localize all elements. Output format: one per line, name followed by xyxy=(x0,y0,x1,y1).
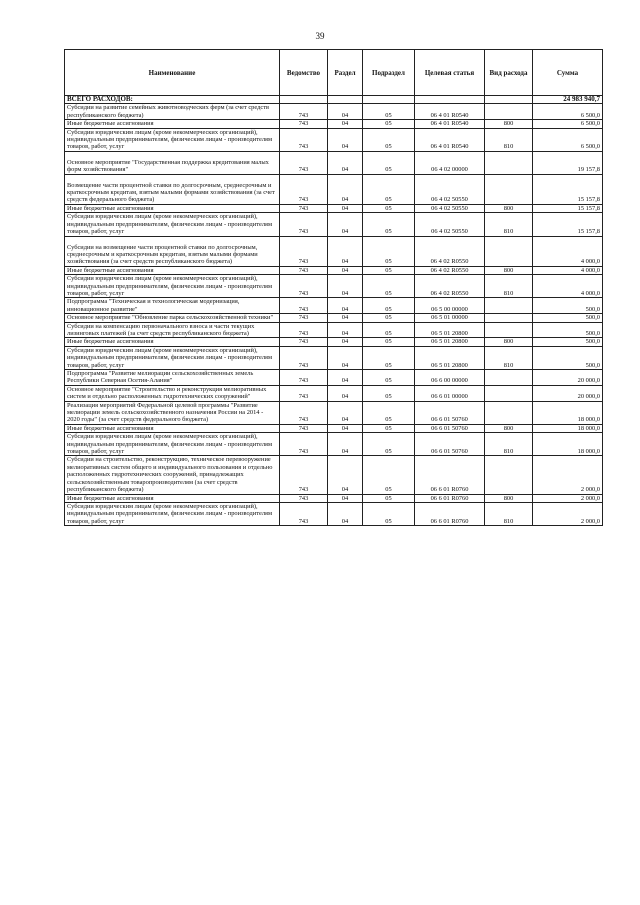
cell-podrazdel: 05 xyxy=(363,314,415,322)
cell-podrazdel: 05 xyxy=(363,385,415,401)
cell-name: Иные бюджетные ассигнования xyxy=(65,120,280,128)
cell-razdel: 04 xyxy=(328,370,363,386)
cell-target: 06 4 02 50550 xyxy=(415,213,485,236)
cell-vid xyxy=(485,322,533,338)
table-row xyxy=(65,298,603,314)
cell-vedomstvo: 743 xyxy=(280,346,328,369)
cell-sum: 18 000,0 xyxy=(533,401,603,424)
cell-sum: 20 000,0 xyxy=(533,370,603,386)
cell-name: Иные бюджетные ассигнования xyxy=(65,424,280,432)
cell-vedomstvo: 743 xyxy=(280,314,328,322)
cell-razdel: 04 xyxy=(328,346,363,369)
cell-razdel: 04 xyxy=(328,502,363,525)
cell-vid: 800 xyxy=(485,120,533,128)
cell-vedomstvo: 743 xyxy=(280,338,328,346)
total-row xyxy=(65,96,603,104)
table-row xyxy=(65,174,603,204)
cell-vid xyxy=(485,151,533,174)
table-row xyxy=(65,346,603,369)
cell-target: 06 6 00 00000 xyxy=(415,370,485,386)
cell-name: Субсидии на компенсацию первоначального взноса и части текущих лизинговых платежей (за счет средств республиканского бюджета) xyxy=(65,322,280,338)
cell-target: 06 4 02 00000 xyxy=(415,151,485,174)
cell-podrazdel: 05 xyxy=(363,204,415,212)
table-row xyxy=(65,151,603,174)
cell-target: 06 4 02 R0550 xyxy=(415,266,485,274)
cell-vedomstvo: 743 xyxy=(280,401,328,424)
cell-razdel: 04 xyxy=(328,236,363,266)
cell-sum: 2 000,0 xyxy=(533,456,603,494)
cell-target: 06 4 02 50550 xyxy=(415,204,485,212)
cell-vid: 810 xyxy=(485,433,533,456)
cell-vid xyxy=(485,104,533,120)
cell-name: Иные бюджетные ассигнования xyxy=(65,338,280,346)
cell-podrazdel: 05 xyxy=(363,401,415,424)
cell-vedomstvo: 743 xyxy=(280,151,328,174)
cell-sum: 6 500,0 xyxy=(533,104,603,120)
table-row xyxy=(65,424,603,432)
cell-sum: 18 000,0 xyxy=(533,433,603,456)
col-header-vedomstvo: Ведомство xyxy=(280,50,328,96)
cell-name: Субсидии на возмещение части процентной ставки по долгосрочным, среднесрочным и краткосрочным кредитам, взятым малыми формами хозяйствования (за счет средств республиканского бюджета) xyxy=(65,236,280,266)
cell-target xyxy=(415,96,485,104)
cell-sum: 500,0 xyxy=(533,346,603,369)
cell-vid xyxy=(485,385,533,401)
table-row xyxy=(65,338,603,346)
cell-podrazdel: 05 xyxy=(363,151,415,174)
cell-vid: 810 xyxy=(485,128,533,151)
cell-razdel: 04 xyxy=(328,314,363,322)
cell-vedomstvo: 743 xyxy=(280,494,328,502)
table-row xyxy=(65,456,603,494)
cell-target: 06 6 01 50760 xyxy=(415,401,485,424)
table-row xyxy=(65,266,603,274)
cell-vid: 810 xyxy=(485,275,533,298)
cell-vedomstvo: 743 xyxy=(280,120,328,128)
cell-podrazdel: 05 xyxy=(363,338,415,346)
cell-razdel: 04 xyxy=(328,128,363,151)
cell-vid: 810 xyxy=(485,346,533,369)
cell-podrazdel: 05 xyxy=(363,424,415,432)
cell-vedomstvo: 743 xyxy=(280,502,328,525)
cell-vedomstvo: 743 xyxy=(280,266,328,274)
table-row xyxy=(65,104,603,120)
cell-sum: 19 157,8 xyxy=(533,151,603,174)
cell-vid: 800 xyxy=(485,424,533,432)
cell-podrazdel: 05 xyxy=(363,322,415,338)
cell-target: 06 5 01 20800 xyxy=(415,322,485,338)
cell-sum: 6 500,0 xyxy=(533,128,603,151)
col-header-target: Целевая статья xyxy=(415,50,485,96)
cell-name: Возмещение части процентной ставки по долгосрочным, среднесрочным и краткосрочным кредитам, взятым малыми формами хозяйствования (за счет средств федерального бюджета) xyxy=(65,174,280,204)
cell-name: Иные бюджетные ассигнования xyxy=(65,266,280,274)
cell-vedomstvo: 743 xyxy=(280,456,328,494)
cell-vid xyxy=(485,314,533,322)
col-header-vid: Вид расхода xyxy=(485,50,533,96)
cell-razdel: 04 xyxy=(328,151,363,174)
table-row xyxy=(65,128,603,151)
cell-target: 06 6 01 00000 xyxy=(415,385,485,401)
cell-name: ВСЕГО РАСХОДОВ: xyxy=(65,96,280,104)
cell-podrazdel: 05 xyxy=(363,370,415,386)
cell-razdel xyxy=(328,96,363,104)
cell-vid: 800 xyxy=(485,494,533,502)
cell-name: Основное мероприятие "Государственная поддержка кредитования малых форм хозяйствования" xyxy=(65,151,280,174)
cell-name: Субсидии на строительство, реконструкцию, техническое перевооружение мелиоративных систем общего и индивидуального пользования и отдельно расположенных гидротехнических сооружений, принадлежащих сельскохозяйственным товаропроизводителям (за счет средств республиканского бюджета) xyxy=(65,456,280,494)
cell-vedomstvo xyxy=(280,96,328,104)
cell-target: 06 4 02 R0550 xyxy=(415,236,485,266)
table-row xyxy=(65,314,603,322)
cell-razdel: 04 xyxy=(328,204,363,212)
cell-name: Основное мероприятие "Обновление парка сельскохозяйственной техники" xyxy=(65,314,280,322)
cell-vedomstvo: 743 xyxy=(280,424,328,432)
cell-vedomstvo: 743 xyxy=(280,298,328,314)
cell-sum: 15 157,8 xyxy=(533,204,603,212)
cell-vid xyxy=(485,456,533,494)
cell-sum: 2 000,0 xyxy=(533,502,603,525)
cell-target: 06 5 01 20800 xyxy=(415,346,485,369)
col-header-sum: Сумма xyxy=(533,50,603,96)
cell-target: 06 4 01 R0540 xyxy=(415,104,485,120)
cell-podrazdel: 05 xyxy=(363,433,415,456)
cell-vedomstvo: 743 xyxy=(280,128,328,151)
table-row xyxy=(65,370,603,386)
cell-podrazdel xyxy=(363,96,415,104)
cell-podrazdel: 05 xyxy=(363,456,415,494)
cell-sum: 15 157,8 xyxy=(533,213,603,236)
cell-name: Основное мероприятие "Строительство и реконструкция мелиоративных систем и отдельно расположенных гидротехнических сооружений" xyxy=(65,385,280,401)
table-row xyxy=(65,494,603,502)
cell-vid xyxy=(485,370,533,386)
cell-target: 06 6 01 50760 xyxy=(415,433,485,456)
table-row xyxy=(65,204,603,212)
cell-sum: 500,0 xyxy=(533,322,603,338)
cell-podrazdel: 05 xyxy=(363,298,415,314)
table-row xyxy=(65,401,603,424)
table-row xyxy=(65,275,603,298)
cell-target: 06 4 01 R0540 xyxy=(415,120,485,128)
cell-target: 06 5 01 00000 xyxy=(415,314,485,322)
cell-vid: 800 xyxy=(485,204,533,212)
budget-table xyxy=(64,49,603,526)
cell-vedomstvo: 743 xyxy=(280,236,328,266)
cell-name: Субсидии юридическим лицам (кроме некоммерческих организаций), индивидуальным предпринимателям, физическим лицам - производителям товаров, работ, услуг xyxy=(65,502,280,525)
header-row xyxy=(65,50,603,96)
cell-sum: 6 500,0 xyxy=(533,120,603,128)
cell-name: Субсидии юридическим лицам (кроме некоммерческих организаций), индивидуальным предпринимателям, физическим лицам - производителям товаров, работ, услуг xyxy=(65,346,280,369)
cell-vid xyxy=(485,401,533,424)
cell-name: Иные бюджетные ассигнования xyxy=(65,494,280,502)
cell-vedomstvo: 743 xyxy=(280,275,328,298)
cell-razdel: 04 xyxy=(328,401,363,424)
cell-razdel: 04 xyxy=(328,174,363,204)
cell-vid xyxy=(485,298,533,314)
cell-vid: 810 xyxy=(485,213,533,236)
cell-sum: 24 983 940,7 xyxy=(533,96,603,104)
table-body xyxy=(65,96,603,526)
cell-razdel: 04 xyxy=(328,275,363,298)
cell-vedomstvo: 743 xyxy=(280,433,328,456)
table-row xyxy=(65,120,603,128)
table-row xyxy=(65,213,603,236)
col-header-razdel: Раздел xyxy=(328,50,363,96)
cell-vedomstvo: 743 xyxy=(280,322,328,338)
cell-razdel: 04 xyxy=(328,298,363,314)
cell-target: 06 6 01 R0760 xyxy=(415,502,485,525)
cell-sum: 2 000,0 xyxy=(533,494,603,502)
cell-target: 06 4 02 50550 xyxy=(415,174,485,204)
cell-vid xyxy=(485,96,533,104)
cell-razdel: 04 xyxy=(328,266,363,274)
cell-name: Реализация мероприятий Федеральной целевой программы "Развитие мелиорации земель сельскохозяйственного назначения России на 2014 - 2020 годы" (за счет средств федерального бюджета) xyxy=(65,401,280,424)
cell-sum: 500,0 xyxy=(533,338,603,346)
cell-vedomstvo: 743 xyxy=(280,204,328,212)
page-number: 39 xyxy=(315,31,325,41)
table-row xyxy=(65,502,603,525)
cell-vedomstvo: 743 xyxy=(280,385,328,401)
cell-podrazdel: 05 xyxy=(363,213,415,236)
col-header-name: Наименование xyxy=(65,50,280,96)
cell-podrazdel: 05 xyxy=(363,236,415,266)
cell-razdel: 04 xyxy=(328,494,363,502)
cell-name: Субсидии юридическим лицам (кроме некоммерческих организаций), индивидуальным предпринимателям, физическим лицам - производителям товаров, работ, услуг xyxy=(65,213,280,236)
cell-name: Подпрограмма "Развитие мелиорации сельскохозяйственных земель Республики Северная Осетия-Алания" xyxy=(65,370,280,386)
cell-sum: 500,0 xyxy=(533,314,603,322)
cell-vid: 800 xyxy=(485,338,533,346)
cell-podrazdel: 05 xyxy=(363,104,415,120)
cell-target: 06 4 01 R0540 xyxy=(415,128,485,151)
table-row xyxy=(65,236,603,266)
cell-target: 06 4 02 R0550 xyxy=(415,275,485,298)
cell-razdel: 04 xyxy=(328,338,363,346)
cell-name: Субсидии юридическим лицам (кроме некоммерческих организаций), индивидуальным предпринимателям, физическим лицам - производителям товаров, работ, услуг xyxy=(65,433,280,456)
cell-sum: 4 000,0 xyxy=(533,236,603,266)
cell-podrazdel: 05 xyxy=(363,494,415,502)
cell-vid xyxy=(485,174,533,204)
cell-vedomstvo: 743 xyxy=(280,174,328,204)
cell-name: Подпрограмма "Техническая и технологическая модернизация, инновационное развитие" xyxy=(65,298,280,314)
cell-target: 06 5 00 00000 xyxy=(415,298,485,314)
cell-razdel: 04 xyxy=(328,104,363,120)
cell-razdel: 04 xyxy=(328,433,363,456)
cell-name: Иные бюджетные ассигнования xyxy=(65,204,280,212)
cell-vid xyxy=(485,236,533,266)
cell-vedomstvo: 743 xyxy=(280,104,328,120)
cell-podrazdel: 05 xyxy=(363,120,415,128)
cell-sum: 4 000,0 xyxy=(533,266,603,274)
cell-name: Субсидии юридическим лицам (кроме некоммерческих организаций), индивидуальным предпринимателям, физическим лицам - производителям товаров, работ, услуг xyxy=(65,128,280,151)
cell-name: Субсидии на развитие семейных животноводческих ферм (за счет средств республиканского бюджета) xyxy=(65,104,280,120)
cell-target: 06 6 01 50760 xyxy=(415,424,485,432)
cell-sum: 18 000,0 xyxy=(533,424,603,432)
col-header-podrazdel: Подраздел xyxy=(363,50,415,96)
cell-target: 06 6 01 R0760 xyxy=(415,456,485,494)
table-row xyxy=(65,385,603,401)
cell-podrazdel: 05 xyxy=(363,266,415,274)
cell-razdel: 04 xyxy=(328,385,363,401)
cell-name: Субсидии юридическим лицам (кроме некоммерческих организаций), индивидуальным предпринимателям, физическим лицам - производителям товаров, работ, услуг xyxy=(65,275,280,298)
cell-sum: 20 000,0 xyxy=(533,385,603,401)
cell-podrazdel: 05 xyxy=(363,174,415,204)
cell-razdel: 04 xyxy=(328,424,363,432)
cell-razdel: 04 xyxy=(328,213,363,236)
cell-target: 06 6 01 R0760 xyxy=(415,494,485,502)
cell-target: 06 5 01 20800 xyxy=(415,338,485,346)
cell-razdel: 04 xyxy=(328,322,363,338)
cell-vid: 810 xyxy=(485,502,533,525)
cell-vedomstvo: 743 xyxy=(280,370,328,386)
cell-sum: 15 157,8 xyxy=(533,174,603,204)
cell-podrazdel: 05 xyxy=(363,502,415,525)
table-row xyxy=(65,433,603,456)
cell-sum: 500,0 xyxy=(533,298,603,314)
cell-vid: 800 xyxy=(485,266,533,274)
cell-vedomstvo: 743 xyxy=(280,213,328,236)
cell-razdel: 04 xyxy=(328,456,363,494)
cell-podrazdel: 05 xyxy=(363,346,415,369)
cell-sum: 4 000,0 xyxy=(533,275,603,298)
cell-razdel: 04 xyxy=(328,120,363,128)
table-row xyxy=(65,322,603,338)
cell-podrazdel: 05 xyxy=(363,275,415,298)
cell-podrazdel: 05 xyxy=(363,128,415,151)
